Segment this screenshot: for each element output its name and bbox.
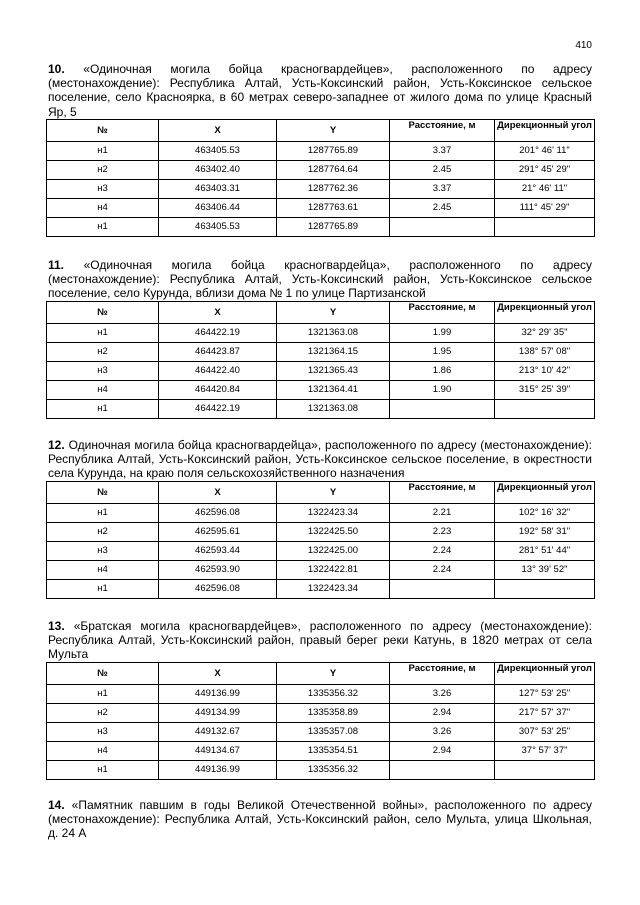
angle: 111° 45' 29" — [495, 198, 595, 217]
coord-y: 1322422.81 — [277, 560, 390, 579]
angle: 192° 58' 31" — [495, 522, 595, 541]
section-11 — [48, 258, 592, 419]
table-row — [47, 160, 595, 179]
coord-y: 1287765.89 — [277, 141, 390, 160]
point-id: н1 — [47, 217, 159, 236]
coord-y: 1322425.50 — [277, 522, 390, 541]
table-row — [47, 522, 595, 541]
angle: 315° 25' 39" — [495, 380, 595, 399]
table-header-row — [47, 481, 595, 503]
point-id: н2 — [47, 522, 159, 541]
angle: 102° 16' 32" — [495, 503, 595, 522]
coord-x: 463402.40 — [159, 160, 277, 179]
angle: 201° 46' 11" — [495, 141, 595, 160]
coord-x: 449136.99 — [159, 760, 277, 779]
point-id: н2 — [47, 342, 159, 361]
coord-x: 464422.19 — [159, 399, 277, 418]
angle — [495, 579, 595, 598]
point-id: н2 — [47, 160, 159, 179]
header-number: № — [47, 481, 159, 503]
table-row — [47, 217, 595, 236]
section-13 — [48, 619, 592, 780]
distance: 2.45 — [390, 198, 495, 217]
section-number: 11. — [48, 258, 65, 272]
header-number: № — [47, 301, 159, 323]
angle: 213° 10' 42" — [495, 361, 595, 380]
section-heading — [48, 62, 592, 119]
coord-x: 462593.44 — [159, 541, 277, 560]
table-row — [47, 198, 595, 217]
distance: 3.37 — [390, 141, 495, 160]
angle: 307° 53' 25" — [495, 722, 595, 741]
table-header-row — [47, 119, 595, 141]
coord-x: 462596.08 — [159, 503, 277, 522]
distance: 2.94 — [390, 741, 495, 760]
distance: 3.37 — [390, 179, 495, 198]
section-number: 10. — [48, 62, 65, 76]
section-number: 14. — [48, 798, 65, 812]
distance: 1.95 — [390, 342, 495, 361]
coord-x: 449136.99 — [159, 684, 277, 703]
section-number: 12. — [48, 438, 65, 452]
angle: 13° 39' 52" — [495, 560, 595, 579]
section-heading — [48, 798, 592, 841]
angle: 32° 29' 35" — [495, 323, 595, 342]
coord-x: 464423.87 — [159, 342, 277, 361]
section-10 — [48, 62, 592, 237]
point-id: н1 — [47, 760, 159, 779]
point-id: н2 — [47, 703, 159, 722]
section-14 — [48, 798, 592, 841]
table-row — [47, 141, 595, 160]
header-angle: Дирекционный угол — [495, 119, 595, 141]
coord-x: 463405.53 — [159, 217, 277, 236]
table-row — [47, 541, 595, 560]
angle — [495, 760, 595, 779]
coord-y: 1322423.34 — [277, 579, 390, 598]
coord-y: 1287764.64 — [277, 160, 390, 179]
point-id: н4 — [47, 198, 159, 217]
header-y: Y — [277, 301, 390, 323]
distance: 2.21 — [390, 503, 495, 522]
table-row — [47, 179, 595, 198]
angle: 37° 57' 37" — [495, 741, 595, 760]
distance — [390, 217, 495, 236]
table-row — [47, 560, 595, 579]
header-distance: Расстояние, м — [390, 662, 495, 684]
table-row — [47, 760, 595, 779]
point-id: н3 — [47, 179, 159, 198]
table-row — [47, 703, 595, 722]
distance: 3.26 — [390, 722, 495, 741]
angle — [495, 399, 595, 418]
coord-x: 464422.40 — [159, 361, 277, 380]
coord-y: 1321364.41 — [277, 380, 390, 399]
page-number: 410 — [575, 40, 592, 51]
section-12 — [48, 438, 592, 599]
coord-x: 449134.99 — [159, 703, 277, 722]
header-x: X — [159, 301, 277, 323]
header-x: X — [159, 481, 277, 503]
table-header-row — [47, 662, 595, 684]
coord-x: 462595.61 — [159, 522, 277, 541]
coord-x: 463403.31 — [159, 179, 277, 198]
point-id: н1 — [47, 141, 159, 160]
coord-y: 1287765.89 — [277, 217, 390, 236]
distance — [390, 579, 495, 598]
section-text: Одиночная могила бойца красногвардейца», расположенного по адресу (местонахождение): Республика Алтай, Усть-Коксинский район, Усть-Коксинское сельское поселение, в окрестности села Курунда, на краю поля сельскохозяйственного назначения — [48, 438, 592, 481]
point-id: н3 — [47, 541, 159, 560]
coord-x: 449132.67 — [159, 722, 277, 741]
coord-y: 1335358.89 — [277, 703, 390, 722]
distance: 1.99 — [390, 323, 495, 342]
point-id: н1 — [47, 399, 159, 418]
coord-y: 1335356.32 — [277, 760, 390, 779]
coord-y: 1322423.34 — [277, 503, 390, 522]
header-x: X — [159, 119, 277, 141]
table-row — [47, 323, 595, 342]
coord-y: 1321365.43 — [277, 361, 390, 380]
coord-x: 464422.19 — [159, 323, 277, 342]
section-text: «Памятник павшим в годы Великой Отечественной войны», расположенного по адресу (местонахождение): Республика Алтай, Усть-Коксинский район, село Мульта, улица Школьная, д. 24 А — [48, 798, 592, 841]
point-id: н1 — [47, 503, 159, 522]
header-distance: Расстояние, м — [390, 301, 495, 323]
header-x: X — [159, 662, 277, 684]
header-y: Y — [277, 481, 390, 503]
distance — [390, 399, 495, 418]
point-id: н1 — [47, 323, 159, 342]
distance: 1.90 — [390, 380, 495, 399]
point-id: н4 — [47, 560, 159, 579]
point-id: н1 — [47, 579, 159, 598]
table-row — [47, 684, 595, 703]
angle: 217° 57' 37" — [495, 703, 595, 722]
coord-y: 1321363.08 — [277, 323, 390, 342]
coordinates-table — [46, 119, 595, 237]
distance: 2.24 — [390, 560, 495, 579]
coord-x: 463406.44 — [159, 198, 277, 217]
coord-y: 1335357.08 — [277, 722, 390, 741]
table-header-row — [47, 301, 595, 323]
table-row — [47, 722, 595, 741]
coord-x: 449134.67 — [159, 741, 277, 760]
coord-y: 1321363.08 — [277, 399, 390, 418]
distance: 2.24 — [390, 541, 495, 560]
coordinates-table — [46, 481, 595, 599]
section-heading — [48, 258, 592, 301]
header-number: № — [47, 119, 159, 141]
distance: 2.45 — [390, 160, 495, 179]
table-row — [47, 342, 595, 361]
angle — [495, 217, 595, 236]
header-number: № — [47, 662, 159, 684]
angle: 127° 53' 25" — [495, 684, 595, 703]
header-y: Y — [277, 662, 390, 684]
section-number: 13. — [48, 619, 65, 633]
header-distance: Расстояние, м — [390, 481, 495, 503]
header-angle: Дирекционный угол — [495, 481, 595, 503]
angle: 21° 46' 11" — [495, 179, 595, 198]
distance: 2.23 — [390, 522, 495, 541]
coord-y: 1321364.15 — [277, 342, 390, 361]
section-text: «Одиночная могила бойца красногвардейцев», расположенного по адресу (местонахождение): Республика Алтай, Усть-Коксинский район, Усть-Коксинское сельское поселение, село Красноярка, в 60 метрах северо-западнее от жилого дома по улице Красный Яр, 5 — [48, 62, 592, 119]
section-text: «Братская могила красногвардейцев», расположенного по адресу (местонахождение): Республика Алтай, Усть-Коксинский район, правый берег реки Катунь, в 1820 метрах от села Мульта — [48, 619, 592, 662]
angle: 291° 45' 29" — [495, 160, 595, 179]
table-row — [47, 380, 595, 399]
coord-x: 462593.90 — [159, 560, 277, 579]
section-heading — [48, 438, 592, 481]
header-angle: Дирекционный угол — [495, 662, 595, 684]
coord-x: 463405.53 — [159, 141, 277, 160]
coord-y: 1335356.32 — [277, 684, 390, 703]
table-row — [47, 741, 595, 760]
coord-x: 462596.08 — [159, 579, 277, 598]
point-id: н4 — [47, 380, 159, 399]
table-row — [47, 503, 595, 522]
distance: 2.94 — [390, 703, 495, 722]
distance: 3.26 — [390, 684, 495, 703]
angle: 281° 51' 44" — [495, 541, 595, 560]
table-row — [47, 399, 595, 418]
section-heading — [48, 619, 592, 662]
section-text: «Одиночная могила бойца красногвардейца», расположенного по адресу (местонахождение): Республика Алтай, Усть-Коксинский район, Усть-Коксинское сельское поселение, село Курунда, вблизи дома № 1 по улице Партизанской — [48, 258, 592, 301]
coord-y: 1335354.51 — [277, 741, 390, 760]
point-id: н4 — [47, 741, 159, 760]
table-row — [47, 361, 595, 380]
header-distance: Расстояние, м — [390, 119, 495, 141]
coordinates-table — [46, 301, 595, 419]
coord-x: 464420.84 — [159, 380, 277, 399]
angle: 138° 57' 08" — [495, 342, 595, 361]
header-angle: Дирекционный угол — [495, 301, 595, 323]
distance: 1.86 — [390, 361, 495, 380]
point-id: н1 — [47, 684, 159, 703]
coord-y: 1287763.61 — [277, 198, 390, 217]
coord-y: 1287762.36 — [277, 179, 390, 198]
point-id: н3 — [47, 361, 159, 380]
distance — [390, 760, 495, 779]
coord-y: 1322425.00 — [277, 541, 390, 560]
point-id: н3 — [47, 722, 159, 741]
coordinates-table — [46, 662, 595, 780]
header-y: Y — [277, 119, 390, 141]
table-row — [47, 579, 595, 598]
